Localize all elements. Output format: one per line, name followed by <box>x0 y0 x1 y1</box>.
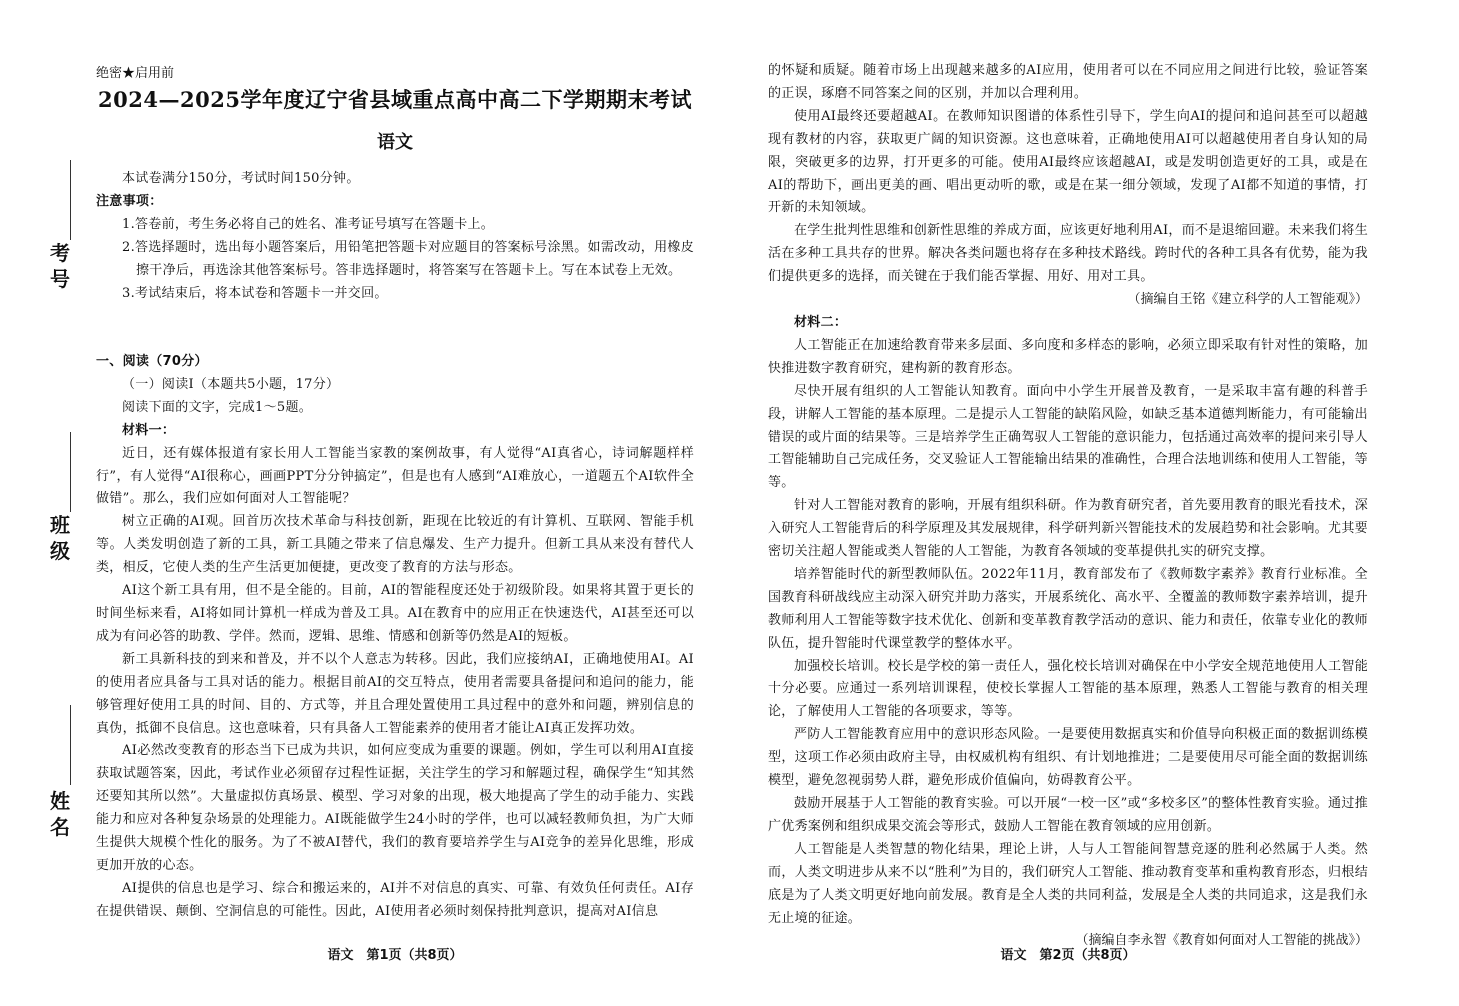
intro-text: 本试卷满分150分，考试时间150分钟。 <box>122 171 360 186</box>
source-citation: （摘编自李永智《教育如何面对人工智能的挑战》） <box>1075 933 1368 949</box>
paragraph: 加强校长培训。校长是学校的第一责任人，强化校长培训对确保在中小学安全规范地使用人工智能十分必要。应通过一系列培训课程，使校长掌握人工智能的基本原理，熟悉人工智能与教育的相关理论，了解使用人工智能的各项要求，等等。 <box>768 658 1368 720</box>
page-2-footer: 语文 第2页（共8页） <box>1000 948 1136 963</box>
paragraph: AI这个新工具有用，但不是全能的。目前，AI的智能程度还处于初级阶段。如果将其置于更长的时间坐标来看，AI将如同计算机一样成为普及工具。AI在教育中的应用正在快速迭代，AI甚至还可以成为有问必答的助教、学伴。然而，逻辑、思维、情感和创新等仍然是AI的短板。 <box>96 583 694 644</box>
paragraph: 培养智能时代的新型教师队伍。2022年11月，教育部发布了《教师数字素养》教育行业标准。全国教育科研战线应主动深入研究并助力落实，开展系统化、高水平、全覆盖的教师数字素养培训，提升教师利用人工智能等数字技术优化、创新和变革教育教学活动的意识、能力和责任，依靠专业化的教师队伍，提升智能时代课堂教学的整体水平。 <box>768 566 1368 651</box>
name-line <box>70 705 71 785</box>
reading-section <box>96 351 694 924</box>
name-label: 姓名 <box>50 789 70 839</box>
paragraph: 针对人工智能对教育的影响，开展有组织科研。作为教育研究者，首先要用教育的眼光看技术，深入研究人工智能背后的科学原理及其发展规律，科学研判新兴智能技术的发展趋势和社会影响。尤其要密切关注超人智能或类人智能的人工智能，为教育各领域的变革提供扎实的研究支撑。 <box>768 498 1368 560</box>
paragraph: 严防人工智能教育应用中的意识形态风险。一是要使用数据真实和价值导向积极正面的数据训练模型，这项工作必须由政府主导，由权威机构有组织、有计划地推进；二是要使用尽可能全面的数据训练模型，避免忽视弱势人群，避免形成价值偏向，妨碍教育公平。 <box>768 727 1368 789</box>
subject-title: 语文 <box>377 132 413 153</box>
notice-item: 2.答选择题时，选出每小题答案后，用铅笔把答题卡对应题目的答案标号涂黑。如需改动，用橡皮擦干净后，再选涂其他答案标号。答非选择题时，将答案写在答题卡上。写在本试卷上无效。 <box>122 239 694 278</box>
material-2-label: 材料二： <box>794 314 848 330</box>
notice-item: 1.答卷前，考生务必将自己的姓名、准考证号填写在答题卡上。 <box>122 216 495 232</box>
instructions-block <box>96 168 694 305</box>
paragraph: 使用AI最终还要超越AI。在教师知识图谱的体系性引导下，学生向AI的提问和追问甚至可以超越现有教材的内容，获取更广阔的知识资源。这也意味着，正确地使用AI可以超越使用者自身认知的局限，突破更多的边界，打开更多的可能。使用AI最终应该超越AI，或是发明创造更好的工具，或是在AI的帮助下，画出更美的画、唱出更动听的歌，或是在某一细分领域，发现了AI都不知道的事情，打开新的未知领域。 <box>768 108 1368 216</box>
class-label: 班级 <box>50 513 70 563</box>
paragraph: 在学生批判性思维和创新性思维的养成方面，应该更好地利用AI，而不是退缩回避。未来我们将生活在多种工具共存的世界。解决各类问题也将存在多种技术路线。跨时代的各种工具各有优势，能为我们提供更多的选择，而关键在于我们能否掌握、用好、用对工具。 <box>768 223 1368 285</box>
exam-number-label: 考号 <box>50 241 70 291</box>
exam-number-line <box>70 160 71 240</box>
paragraph: 尽快开展有组织的人工智能认知教育。面向中小学生开展普及教育，一是采取丰富有趣的科普手段，讲解人工智能的基本原理。二是提示人工智能的缺陷风险，如缺乏基本道德判断能力，有可能输出错误的或片面的结果等。三是培养学生正确驾驭人工智能的意识能力，包括通过高效率的提问来引导人工智能辅助自己完成任务，交叉验证人工智能输出结果的准确性，合理合法地训练和使用人工智能，等等。 <box>768 383 1368 491</box>
paragraph: AI必然改变教育的形态当下已成为共识，如何应变成为重要的课题。例如，学生可以利用AI直接获取试题答案，因此，考试作业必须留存过程性证据，关注学生的学习和解题过程，确保学生“知其然还要知其所以然”。大量虚拟仿真场景、模型、学习对象的出现，极大地提高了学生的动手能力、实践能力和应对各种复杂场景的处理能力。AI既能做学生24小时的学伴，也可以减轻教师负担，为广大师生提供大规模个性化的服务。为了不被AI替代，我们的教育要培养学生与AI竞争的差异化思维，形成更加开放的心态。 <box>96 743 694 873</box>
reading-instruction: 阅读下面的文字，完成1～5题。 <box>122 399 313 415</box>
paragraph: 近日，还有媒体报道有家长用人工智能当家教的案例故事，有人觉得“AI真省心，诗词解题样样行”，有人觉得“AI很称心，画画PPT分分钟搞定”，但是也有人感到“AI难放心，一道题五个AI软件全做错”。那么，我们应如何面对人工智能呢？ <box>96 445 694 507</box>
page-2-content <box>768 60 1368 953</box>
paragraph: 树立正确的AI观。回首历次技术革命与科技创新，距现在比较近的有计算机、互联网、智能手机等。人类发明创造了新的工具，新工具随之带来了信息爆发、生产力提升。但新工具从来没有替代人类，相反，它使人类的生产生活更加便捷，更改变了教育的方法与形态。 <box>96 514 694 576</box>
notice-item: 3.考试结束后，将本试卷和答题卡一并交回。 <box>122 285 388 301</box>
notice-title: 注意事项： <box>96 193 163 209</box>
paragraph: 新工具新科技的到来和普及，并不以个人意志为转移。因此，我们应接纳AI，正确地使用AI。AI的使用者应具备与工具对话的能力。根据目前AI的交互特点，使用者需要具备提问和追问的能力，能够管理好使用工具的时间、目的、方式等，并且合理处置使用工具过程中的意外和问题，辨别信息的真伪，抵御不良信息。这也意味着，只有具备人工智能素养的使用者才能让AI真正发挥功效。 <box>96 651 694 736</box>
section-heading: 一、阅读（70分） <box>96 354 208 369</box>
page-1-footer: 语文 第1页（共8页） <box>327 948 463 963</box>
paragraph: 的怀疑和质疑。随着市场上出现越来越多的AI应用，使用者可以在不同应用之间进行比较，验证答案的正误，琢磨不同答案之间的区别，并加以合理利用。 <box>768 63 1368 101</box>
material-1-label: 材料一： <box>122 422 176 438</box>
exam-title: 2024—2025学年度辽宁省县域重点高中高二下学期期末考试 <box>98 87 692 112</box>
paragraph: 鼓励开展基于人工智能的教育实验。可以开展“一校一区”或“多校多区”的整体性教育实验。通过推广优秀案例和组织成果交流会等形式，鼓励人工智能在教育领域的应用创新。 <box>768 796 1368 834</box>
paragraph: 人工智能正在加速给教育带来多层面、多向度和多样态的影响，必须立即采取有针对性的策略，加快推进数字教育研究，建构新的教育形态。 <box>768 337 1368 376</box>
paragraph: 人工智能是人类智慧的物化结果，理论上讲，人与人工智能间智慧竞逐的胜利必然属于人类。然而，人类文明进步从来不以“胜利”为目的，我们研究人工智能、推动教育变革和重构教育形态，归根结底是为了人类文明更好地向前发展。教育是全人类的共同利益，发展是全人类的共同追求，这是我们永无止境的征途。 <box>768 841 1368 926</box>
confidential-mark: 绝密★启用前 <box>96 66 175 81</box>
class-line <box>70 432 71 512</box>
subsection-heading: （一）阅读Ⅰ（本题共5小题，17分） <box>122 376 340 392</box>
source-citation: （摘编自王铭《建立科学的人工智能观》） <box>1127 292 1368 308</box>
paragraph: AI提供的信息也是学习、综合和搬运来的，AI并不对信息的真实、可靠、有效负任何责任。AI存在提供错误、颠倒、空洞信息的可能性。因此，AI使用者必须时刻保持批判意识，提高对AI信息 <box>96 880 694 919</box>
